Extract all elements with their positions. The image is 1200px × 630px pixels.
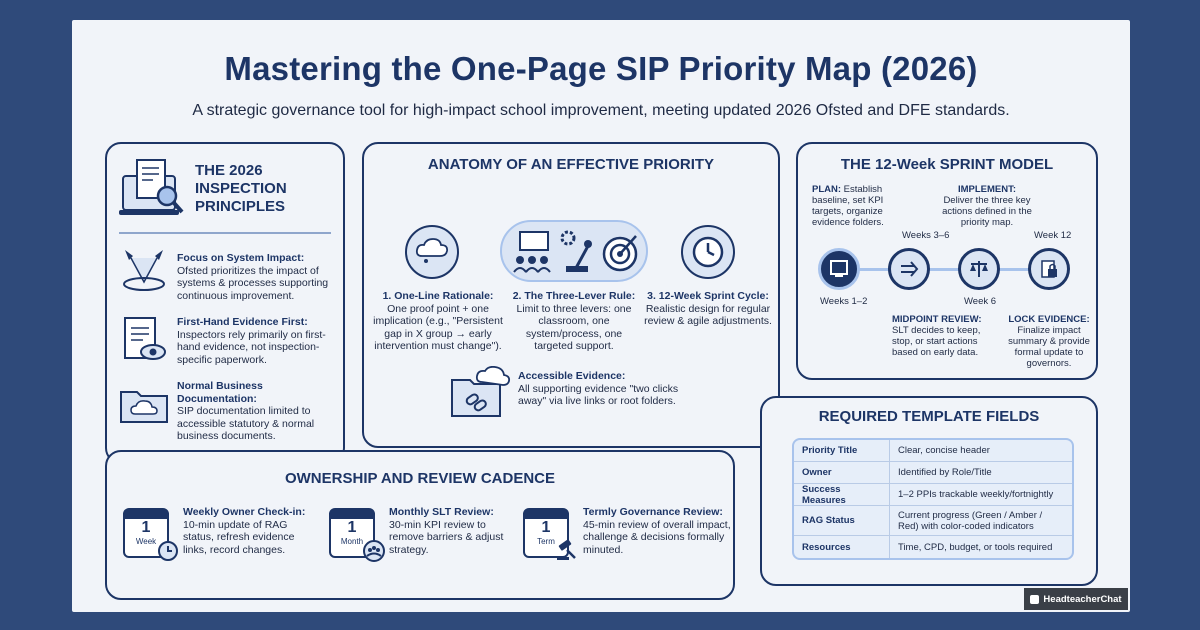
principle-heading: Focus on System Impact: (177, 252, 305, 264)
label-weeks-3-6: Weeks 3–6 (902, 230, 950, 241)
calendar-number: 1 (541, 519, 551, 536)
table-row (794, 462, 1072, 484)
page-title: Mastering the One-Page SIP Priority Map (2026) (224, 50, 978, 87)
label-weeks-1-2: Weeks 1–2 (820, 296, 868, 307)
anatomy-heading: 2. The Three-Lever Rule: (512, 290, 636, 302)
field-name: Owner (794, 462, 890, 483)
principles-title-line1: THE 2026 (195, 162, 263, 179)
group-icon (363, 540, 385, 562)
label-week-12: Week 12 (1034, 230, 1072, 241)
cloud-link-folder-icon (450, 366, 512, 422)
anatomy-heading: 3. 12-Week Sprint Cycle: (647, 290, 769, 302)
infographic-sheet (72, 20, 1130, 612)
implement-heading: IMPLEMENT: (957, 184, 1017, 195)
scales-icon (969, 259, 989, 279)
clock-icon (157, 540, 179, 562)
label-week-6: Week 6 (964, 296, 997, 307)
anatomy-item-2 (508, 290, 640, 353)
cadence-body: 10-min update of RAG status, refresh evidence links, record changes. (183, 518, 295, 556)
field-name: Priority Title (794, 440, 890, 461)
lock-body: Finalize impact summary & provide formal update to governors. (1008, 325, 1090, 369)
table-row (794, 536, 1072, 558)
plan-body: Establish baseline, set KPI targets, organize evidence folders. (812, 184, 884, 228)
evidence-heading: Accessible Evidence: (518, 370, 626, 382)
anatomy-body: Limit to three levers: one classroom, one system/process, one targeted support. (516, 302, 632, 352)
clock-icon (680, 224, 736, 280)
principle-item-3 (177, 380, 339, 443)
cadence-heading: Weekly Owner Check-in: (183, 506, 306, 518)
accessible-evidence (518, 370, 698, 408)
brand-label: HeadteacherChat (1043, 593, 1122, 605)
calendar-number: 1 (141, 519, 151, 536)
cadence-panel (105, 450, 735, 600)
spotlight-icon (119, 244, 169, 294)
principles-title-line3: PRINCIPLES (195, 198, 286, 215)
cadence-text (183, 506, 319, 556)
target-icon (600, 230, 642, 274)
implement-body: Deliver the three key actions defined in the priority map. (942, 195, 1032, 228)
page-subtitle: A strategic governance tool for high-impact school improvement, meeting updated 2026 Ofsted and DFE standards. (192, 102, 1010, 119)
cadence-item-termly (523, 506, 733, 576)
principle-heading: Normal Business Documentation: (177, 380, 263, 405)
midpoint-body: SLT decides to keep, stop, or start actions based on early data. (892, 325, 981, 358)
gear-lever-icon (556, 228, 596, 276)
document-magnifier-icon (119, 156, 189, 220)
timeline-line (838, 268, 1058, 271)
cadence-item-weekly (123, 506, 323, 576)
calendar-number: 1 (347, 519, 357, 536)
field-value: Time, CPD, budget, or tools required (898, 541, 1053, 553)
sprint-panel (796, 142, 1098, 380)
cadence-title: OWNERSHIP AND REVIEW CADENCE (284, 470, 556, 487)
sprint-lock (1004, 314, 1094, 369)
document-eye-icon (121, 316, 167, 366)
principles-panel (105, 142, 345, 464)
cadence-heading: Monthly SLT Review: (389, 506, 494, 518)
lock-document-icon (1039, 259, 1059, 279)
anatomy-body: Realistic design for regular review & agile adjustments. (644, 302, 772, 327)
principles-title (195, 162, 305, 216)
anatomy-heading: 1. One-Line Rationale: (382, 290, 494, 302)
cadence-text (583, 506, 731, 556)
sprint-title: THE 12-Week SPRINT MODEL (840, 156, 1054, 173)
cadence-heading: Termly Governance Review: (583, 506, 723, 518)
anatomy-item-1 (372, 290, 504, 353)
field-name: Resources (794, 536, 890, 558)
principle-body: Inspectors rely primarily on first-hand evidence, not inspection-specific paperwork. (177, 328, 326, 366)
sprint-midpoint (892, 314, 1002, 358)
calendar-unit: Term (537, 537, 555, 546)
brand-icon (1030, 595, 1039, 604)
evidence-body: All supporting evidence "two clicks away" via live links or root folders. (518, 382, 679, 407)
sprint-implement (932, 184, 1042, 228)
anatomy-title: ANATOMY OF AN EFFECTIVE PRIORITY (427, 156, 715, 173)
cadence-body: 30-min KPI review to remove barriers & adjust strategy. (389, 518, 504, 556)
forward-arrow-icon (899, 259, 919, 279)
principle-item-1 (177, 252, 337, 302)
field-value: 1–2 PPIs trackable weekly/fortnightly (898, 489, 1054, 500)
thought-bubble-icon (404, 224, 460, 280)
principles-title-line2: INSPECTION (195, 180, 287, 197)
fields-table (792, 438, 1074, 560)
gavel-icon (555, 538, 579, 562)
table-row (794, 484, 1072, 506)
anatomy-item-3 (642, 290, 774, 328)
field-value: Current progress (Green / Amber / Red) with color-coded indicators (898, 509, 1043, 532)
table-row (794, 506, 1072, 536)
anatomy-panel (362, 142, 780, 448)
principle-heading: First-Hand Evidence First: (177, 316, 308, 328)
calendar-unit: Month (340, 537, 364, 546)
fields-panel (760, 396, 1098, 586)
field-value: Identified by Role/Title (898, 467, 992, 478)
sprint-plan (812, 184, 902, 228)
cadence-item-monthly (329, 506, 519, 576)
cadence-body: 45-min review of overall impact, challenge & decisions formally minuted. (583, 518, 731, 556)
cloud-folder-icon (119, 384, 169, 424)
principles-divider (119, 232, 331, 234)
field-value: Clear, concise header (898, 445, 990, 456)
brand-badge (1024, 588, 1128, 610)
cadence-text (389, 506, 517, 556)
anatomy-body: One proof point + one implication (e.g., "Persistent gap in X group → early intervention must change"). (373, 302, 503, 352)
field-name: Success Measures (794, 484, 890, 505)
plan-heading: PLAN: (812, 184, 842, 195)
levers-icon-group (500, 220, 648, 282)
principle-item-2 (177, 316, 337, 366)
field-name: RAG Status (794, 506, 890, 535)
table-row (794, 440, 1072, 462)
planning-board-icon (829, 259, 849, 279)
principle-body: Ofsted prioritizes the impact of systems & processes supporting continuous improvement. (177, 264, 329, 302)
classroom-icon (512, 230, 552, 274)
principle-body: SIP documentation limited to accessible statutory & normal business documents. (177, 405, 315, 442)
fields-title: REQUIRED TEMPLATE FIELDS (818, 408, 1040, 425)
lock-heading: LOCK EVIDENCE: (1008, 314, 1090, 325)
calendar-unit: Week (135, 537, 157, 546)
midpoint-heading: MIDPOINT REVIEW: (892, 314, 982, 325)
